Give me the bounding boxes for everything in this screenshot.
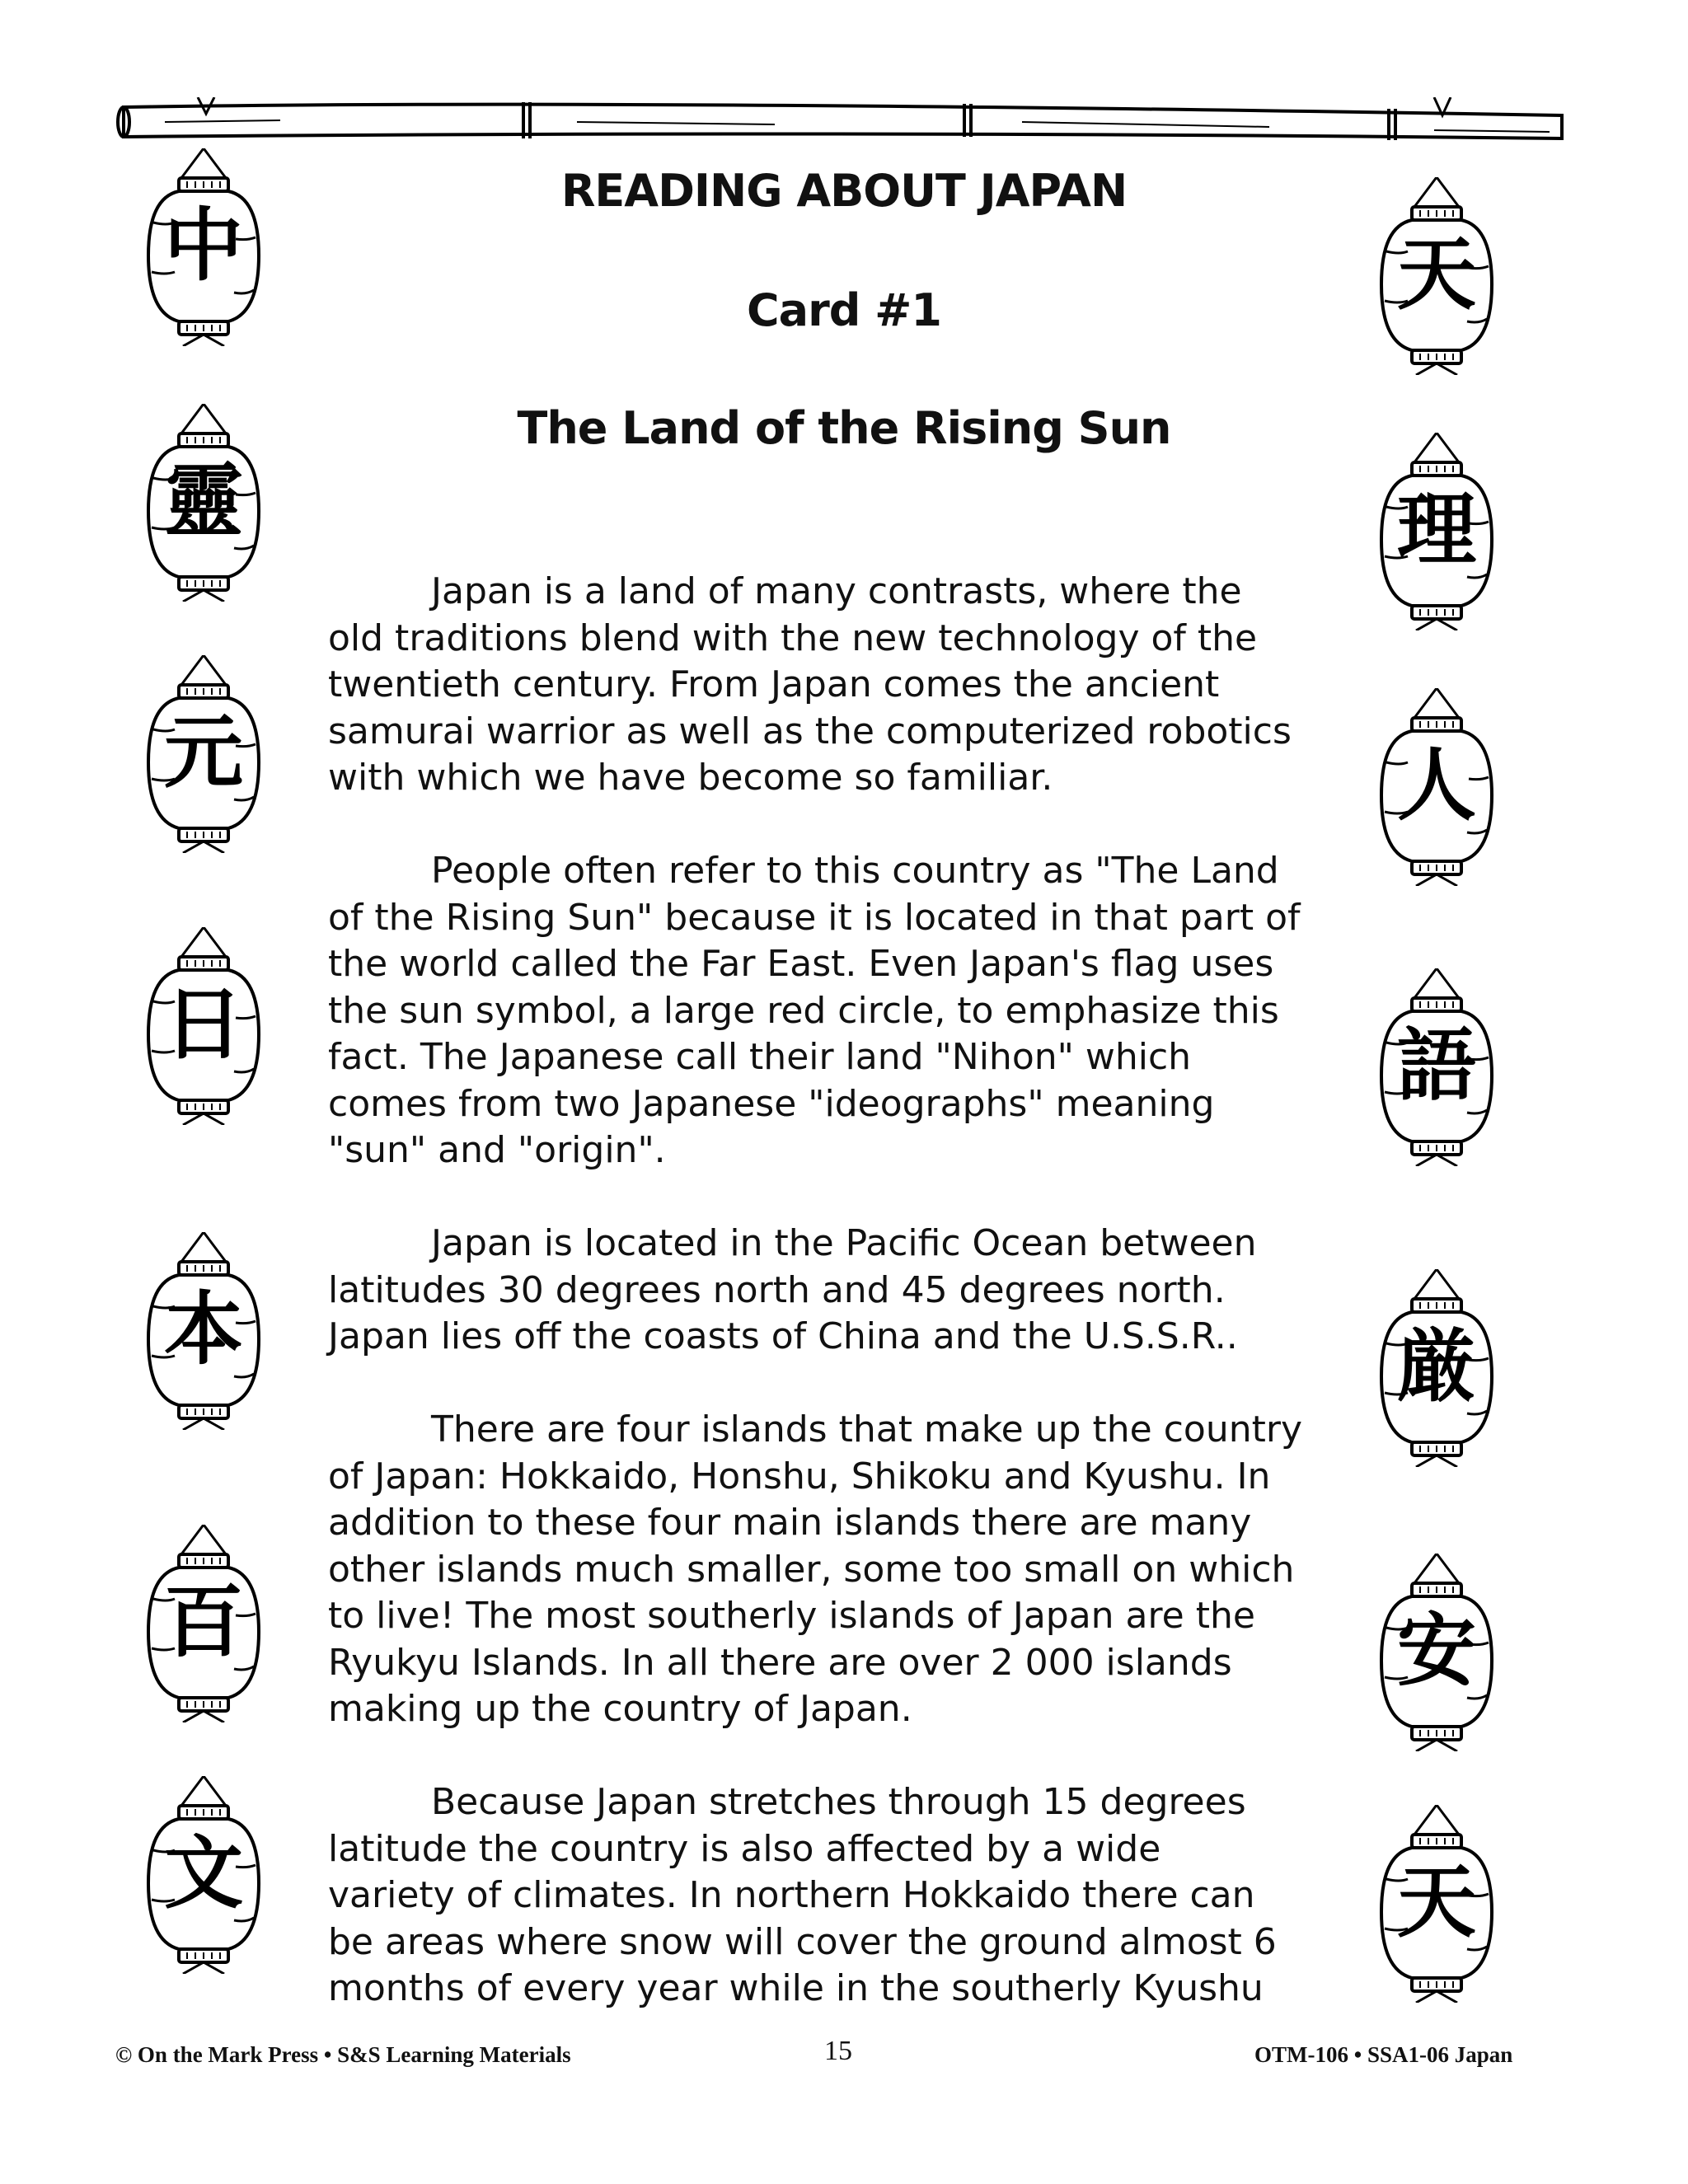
lantern-kanji: 中 bbox=[164, 199, 243, 292]
lantern-kanji: 文 bbox=[164, 1826, 243, 1919]
footer-product-code: OTM-106 • SSA1-06 Japan bbox=[1254, 2042, 1513, 2067]
paragraph bbox=[328, 1221, 1334, 1361]
text-line: the world called the Far East. Even Japan's flag uses bbox=[328, 943, 1274, 985]
lantern-left bbox=[142, 655, 265, 853]
text-line: months of every year while in the southerly Kyushu bbox=[328, 1967, 1264, 2009]
lantern-right bbox=[1375, 688, 1498, 886]
lantern-kanji: 語 bbox=[1397, 1019, 1476, 1112]
lantern-kanji: 安 bbox=[1397, 1604, 1476, 1697]
card-subtitle: The Land of the Rising Sun bbox=[517, 402, 1171, 454]
card-number: Card #1 bbox=[747, 284, 941, 336]
text-line: fact. The Japanese call their land "Nihon" which bbox=[328, 1036, 1192, 1078]
lantern-right bbox=[1375, 433, 1498, 630]
lantern-kanji: 厳 bbox=[1397, 1319, 1476, 1413]
page-title: READING ABOUT JAPAN bbox=[560, 165, 1128, 217]
lantern-left bbox=[142, 927, 265, 1125]
lantern-kanji: 理 bbox=[1397, 483, 1476, 576]
reading-text bbox=[328, 569, 1334, 2059]
text-line: samurai warrior as well as the computerized robotics bbox=[328, 710, 1292, 752]
text-line: There are four islands that make up the country bbox=[431, 1408, 1302, 1451]
lantern-kanji: 本 bbox=[164, 1282, 243, 1376]
text-line: other islands much smaller, some too small on which bbox=[328, 1548, 1295, 1591]
lantern-kanji: 元 bbox=[164, 705, 243, 799]
lantern-right bbox=[1375, 1554, 1498, 1751]
lantern-left bbox=[142, 1776, 265, 1974]
text-line: be areas where snow will cover the ground almost 6 bbox=[328, 1920, 1277, 1963]
text-line: comes from two Japanese "ideographs" meaning bbox=[328, 1082, 1215, 1125]
page-number: 15 bbox=[824, 2036, 852, 2066]
text-line: old traditions blend with the new technology of the bbox=[328, 616, 1258, 659]
lantern-left bbox=[142, 1232, 265, 1430]
lantern-kanji: 靈 bbox=[164, 454, 243, 547]
text-line: "sun" and "origin". bbox=[328, 1129, 666, 1171]
lantern-right bbox=[1375, 1805, 1498, 2003]
text-line: Because Japan stretches through 15 degrees bbox=[431, 1781, 1246, 1823]
text-line: with which we have become so familiar. bbox=[328, 757, 1053, 799]
footer-publisher: © On the Mark Press • S&S Learning Materials bbox=[115, 2042, 571, 2067]
lantern-right bbox=[1375, 1269, 1498, 1467]
text-line: People often refer to this country as "The Land bbox=[431, 850, 1279, 892]
lantern-kanji: 百 bbox=[164, 1575, 243, 1668]
lantern-kanji: 人 bbox=[1397, 738, 1476, 832]
text-line: the sun symbol, a large red circle, to emphasize this bbox=[328, 989, 1279, 1032]
paragraph bbox=[328, 848, 1334, 1174]
text-line: to live! The most southerly islands of Japan are the bbox=[328, 1595, 1255, 1637]
text-line: of the Rising Sun" because it is located in that part of bbox=[328, 896, 1301, 939]
text-line: latitudes 30 degrees north and 45 degrees north. bbox=[328, 1268, 1226, 1311]
bamboo-pole-illustration bbox=[115, 97, 1570, 147]
text-line: of Japan: Hokkaido, Honshu, Shikoku and Kyushu. In bbox=[328, 1455, 1271, 1497]
text-line: making up the country of Japan. bbox=[328, 1688, 912, 1730]
lantern-kanji: 天 bbox=[1397, 1855, 1476, 1948]
text-line: variety of climates. In northern Hokkaido there can bbox=[328, 1874, 1255, 1916]
text-line: latitude the country is also affected by a wide bbox=[328, 1827, 1161, 1870]
lantern-right bbox=[1375, 968, 1498, 1166]
paragraph bbox=[328, 1407, 1334, 1733]
paragraph bbox=[328, 1779, 1334, 2013]
text-line: Japan is a land of many contrasts, where the bbox=[431, 570, 1242, 612]
text-line: Ryukyu Islands. In all there are over 2 000 islands bbox=[328, 1641, 1232, 1684]
lantern-kanji: 天 bbox=[1397, 227, 1476, 321]
text-line: Japan is located in the Pacific Ocean between bbox=[431, 1222, 1257, 1264]
paragraph bbox=[328, 569, 1334, 802]
text-line: twentieth century. From Japan comes the ancient bbox=[328, 663, 1220, 705]
lantern-left bbox=[142, 1525, 265, 1722]
text-line: addition to these four main islands there are many bbox=[328, 1502, 1252, 1544]
text-line: Japan lies off the coasts of China and the U.S.S.R.. bbox=[328, 1315, 1238, 1357]
lantern-kanji: 日 bbox=[164, 977, 243, 1071]
